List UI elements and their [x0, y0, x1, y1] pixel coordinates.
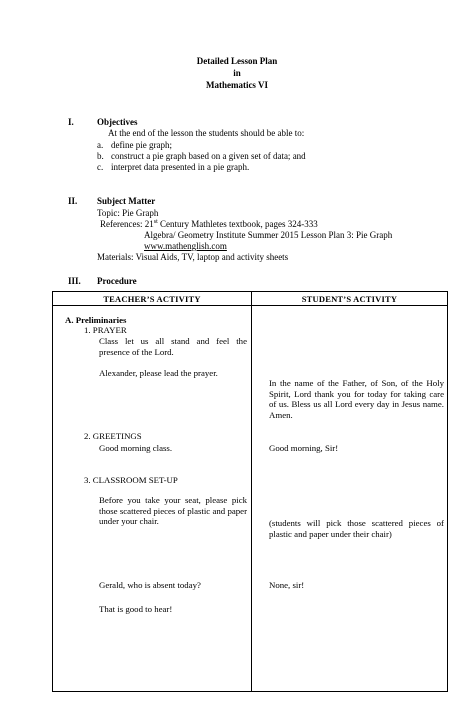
- objectives-heading: Objectives: [97, 117, 138, 127]
- absent-student-answer: None, sir!: [269, 580, 305, 590]
- mathenglish-link[interactable]: www.mathenglish.com: [144, 241, 227, 251]
- lesson-plan-title-in: in: [233, 68, 241, 78]
- objectives-intro: At the end of the lesson the students should be able to:: [108, 128, 305, 138]
- reference-algebra: Algebra/ Geometry Institute Summer 2015 Lesson Plan 3: Pie Graph: [144, 230, 393, 240]
- preliminaries-heading: A. Preliminaries: [65, 315, 127, 325]
- reference-link[interactable]: [144, 241, 227, 252]
- objective-item-c: interpret data presented in a pie graph.: [111, 162, 250, 172]
- references-sup: st: [153, 219, 158, 225]
- materials-line: Materials: Visual Aids, TV, laptop and activity sheets: [97, 252, 289, 262]
- objective-letter-b: b.: [97, 151, 104, 161]
- greetings-heading: 2. GREETINGS: [84, 431, 142, 441]
- objective-letter-a: a.: [97, 140, 104, 150]
- procedure-number: III.: [68, 276, 81, 286]
- objectives-number: I.: [68, 117, 74, 127]
- topic-line: Topic: Pie Graph: [97, 208, 159, 218]
- lesson-plan-title: Detailed Lesson Plan: [196, 56, 278, 66]
- greetings-teacher-text: Good morning class.: [99, 443, 173, 453]
- prayer-teacher-text: Class let us all stand and feel the presence of the Lord.: [99, 336, 247, 357]
- table-column-divider: [251, 292, 252, 691]
- prayer-student-text: In the name of the Father, of Son, of the Holy Spirit, Lord thank you for today for taking care of us. Bless us all Lord every day in Jesus name. Amen.: [269, 378, 444, 421]
- subject-matter-number: II.: [68, 196, 78, 206]
- student-activity-header: STUDENT’S ACTIVITY: [301, 294, 398, 304]
- teacher-activity-header: TEACHER’S ACTIVITY: [103, 294, 201, 304]
- procedure-heading: Procedure: [97, 276, 137, 286]
- setup-teacher-text: Before you take your seat, please pick those scattered pieces of plastic and paper under your chair.: [99, 495, 247, 527]
- references-post: Century Mathletes textbook, pages 324-333: [157, 219, 318, 229]
- setup-heading: 3. CLASSROOM SET-UP: [84, 475, 178, 485]
- objective-letter-c: c.: [97, 162, 104, 172]
- table-header-divider: [53, 305, 447, 306]
- objective-item-a: define pie graph;: [111, 140, 172, 150]
- references-pre: References: 21: [100, 219, 154, 229]
- references-line: [100, 219, 318, 230]
- prayer-heading: 1. PRAYER: [84, 325, 127, 335]
- teacher-good-to-hear: That is good to hear!: [99, 604, 173, 614]
- absent-teacher-question: Gerald, who is absent today?: [99, 580, 201, 590]
- greetings-student-text: Good morning, Sir!: [269, 443, 339, 453]
- prayer-teacher-request: Alexander, please lead the prayer.: [99, 368, 218, 378]
- subject-matter-heading: Subject Matter: [97, 196, 156, 206]
- objective-item-b: construct a pie graph based on a given set of data; and: [111, 151, 306, 161]
- activity-table: [52, 291, 448, 692]
- lesson-plan-subject: Mathematics VI: [205, 80, 269, 90]
- setup-student-text: (students will pick those scattered pieces of plastic and paper under their chair): [269, 518, 444, 539]
